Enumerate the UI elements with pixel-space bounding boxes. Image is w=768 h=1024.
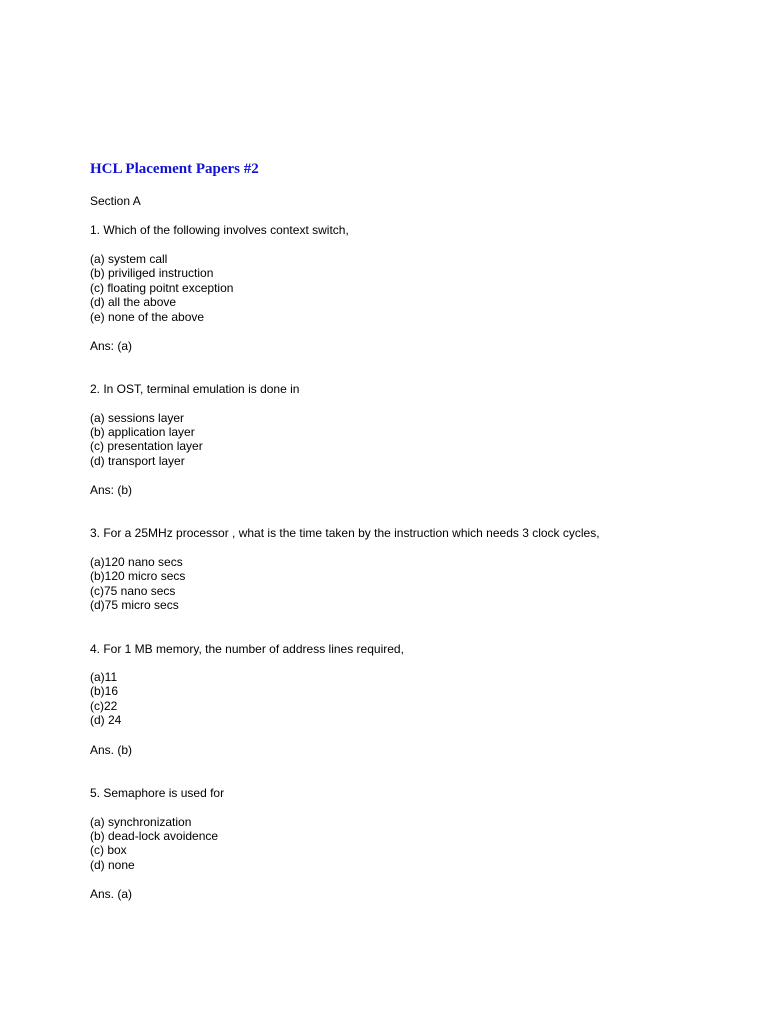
question-2-option-c: (c) presentation layer xyxy=(90,439,203,454)
question-4-answer: Ans. (b) xyxy=(90,742,133,757)
question-4-option-c: (c)22 xyxy=(90,698,118,713)
question-3-option-c: (c)75 nano secs xyxy=(90,583,176,598)
question-4-option-d: (d) 24 xyxy=(90,713,122,728)
question-1-text: 1. Which of the following involves context switch, xyxy=(90,223,349,237)
question-5-text: 5. Semaphore is used for xyxy=(90,786,225,800)
question-3-text: 3. For a 25MHz processor , what is the time taken by the instruction which needs 3 clock cycles, xyxy=(90,526,600,540)
question-1-option-a: (a) system call xyxy=(90,252,168,266)
question-5-option-b: (b) dead-lock avoidence xyxy=(90,828,219,843)
question-2-option-b: (b) application layer xyxy=(90,424,195,439)
question-1-option-d: (d) all the above xyxy=(90,295,177,310)
question-5-answer: Ans. (a) xyxy=(90,887,133,901)
question-4-option-a: (a)11 xyxy=(90,670,118,684)
question-1-option-e: (e) none of the above xyxy=(90,309,205,324)
page-title: HCL Placement Papers #2 xyxy=(90,161,259,177)
question-1-option-c: (c) floating poitnt exception xyxy=(90,280,234,295)
question-2-answer: Ans: (b) xyxy=(90,483,133,497)
question-1-answer: Ans: (a) xyxy=(90,338,133,353)
section-heading: Section A xyxy=(90,194,141,208)
question-3-option-d: (d)75 micro secs xyxy=(90,598,179,613)
question-5-option-c: (c) box xyxy=(90,843,127,858)
question-2-option-a: (a) sessions layer xyxy=(90,410,185,425)
question-3-option-b: (b)120 micro secs xyxy=(90,569,186,584)
question-4-option-b: (b)16 xyxy=(90,684,119,699)
question-4-text: 4. For 1 MB memory, the number of address lines required, xyxy=(90,641,404,656)
question-5-option-a: (a) synchronization xyxy=(90,814,192,829)
question-2-option-d: (d) transport layer xyxy=(90,453,185,468)
question-3-option-a: (a)120 nano secs xyxy=(90,555,183,569)
question-5-option-d: (d) none xyxy=(90,857,135,872)
question-1-option-b: (b) priviliged instruction xyxy=(90,266,214,281)
question-2-text: 2. In OST, terminal emulation is done in xyxy=(90,381,300,396)
